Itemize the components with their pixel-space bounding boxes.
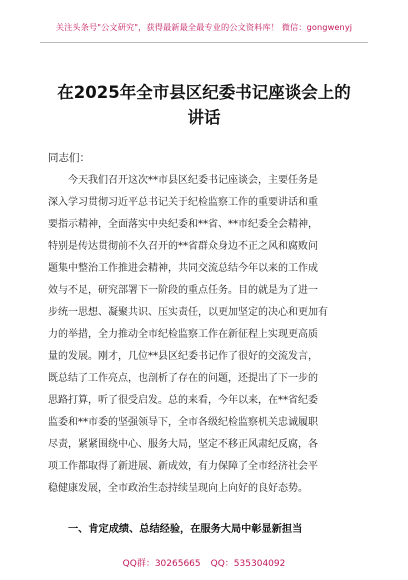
- body-line: 尽责，紧紧围绕中心、服务大局，坚定不移正风肃纪反腐，各: [48, 439, 318, 450]
- title-line-1: 在2025年全市县区纪委书记座谈会上的: [57, 83, 351, 102]
- title-line-2: 讲话: [187, 108, 221, 127]
- body-line: 稳健康发展，全市政治生态持续呈现向上向好的良好态势。: [48, 483, 308, 494]
- footer-qq: QQ：535304092: [210, 559, 286, 569]
- body-line: 力的举措，全力推动全市纪检监察工作在新征程上实现更高质: [48, 329, 318, 340]
- body-line: 要指示精神，全面落实中央纪委和**省、**市纪委全会精神，: [48, 219, 318, 230]
- body-line: 效与不足，研究部署下一阶段的重点任务。目的就是为了进一: [48, 285, 318, 296]
- header-note: 关注头条号"公文研究"，获得最新最全最专业的公文资料库！ 微信：gongwenyj: [55, 22, 353, 32]
- body-line: 思路打算，听了很受启发。总的来看，今年以来，在**省纪委: [48, 395, 318, 406]
- header-divider: [40, 42, 368, 43]
- body-line: 深入学习贯彻习近平总书记关于纪检监察工作的重要讲话和重: [48, 197, 318, 208]
- body-paragraph: [48, 170, 366, 500]
- section-heading-1: 一、肯定成绩、总结经验，在服务大局中彰显新担当: [68, 523, 303, 535]
- footer-qq-group: QQ群：30265665: [122, 559, 201, 569]
- body-line: 今天我们召开这次**市县区纪委书记座谈会，主要任务是: [68, 175, 318, 186]
- greeting: 同志们：: [48, 152, 90, 164]
- body-line: 特别是传达贯彻前不久召开的**省群众身边不正之风和腐败问: [48, 241, 318, 252]
- body-line: 步统一思想、凝聚共识、压实责任，以更加坚定的决心和更加有: [48, 307, 328, 318]
- body-line: 监委和**市委的坚强领导下，全市各级纪检监察机关忠诚履职: [48, 417, 318, 428]
- body-line: 既总结了工作亮点，也剖析了存在的问题，还提出了下一步的: [48, 373, 318, 384]
- document-title: [30, 80, 378, 130]
- footer-contact: [0, 556, 408, 569]
- body-line: 题集中整治工作推进会精神，共同交流总结今年以来的工作成: [48, 263, 318, 274]
- body-line: 量的发展。刚才，几位**县区纪委书记作了很好的交流发言，: [48, 351, 318, 362]
- body-line: 项工作都取得了新进展、新成效，有力保障了全市经济社会平: [48, 461, 318, 472]
